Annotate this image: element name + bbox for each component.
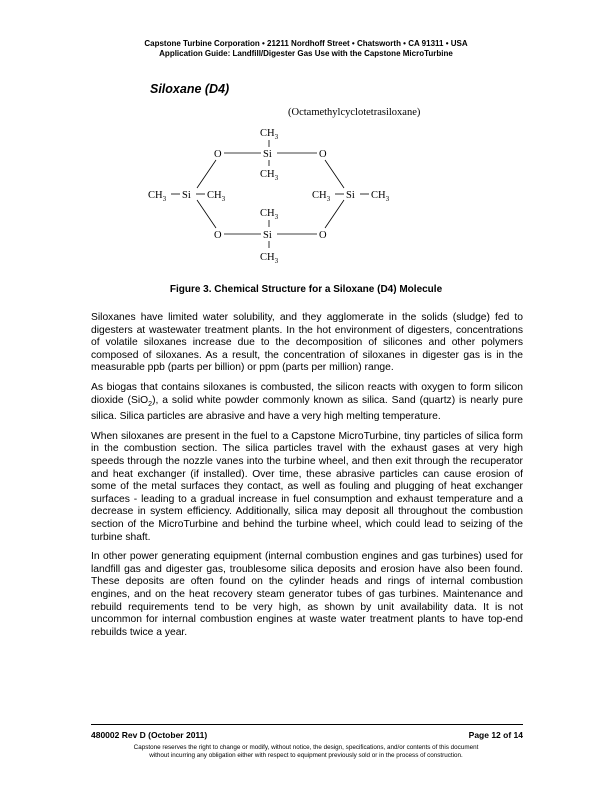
compound-name: (Octamethylcyclotetrasiloxane): [288, 107, 421, 118]
atom-ch3-top: $CH_3$: [260, 128, 279, 141]
atom-ch3-lower-mid: $CH_3$: [260, 208, 279, 221]
footer-disclaimer-line-1: Capstone reserves the right to change or modify, without notice, the design, specifications, and/or contents of this document: [133, 744, 479, 751]
atom-o-bottom-right: O: [319, 230, 327, 241]
bond: [325, 160, 344, 188]
paragraph-4: In other power generating equipment (internal combustion engines and gas turbines) used for landfill gas and digester gas, troublesome silica deposits and erosion have also been found. These deposits are often found on the cylinder heads and rings of internal combustion engines, and on the heat recovery steam generator tubes of gas turbines. Maintenance and rebuild requirements tend to be very high, as shown by unit availability data. It is not uncommon for internal combustion engines at waste water treatment plants to have top-end rebuilds twice a year.: [91, 551, 523, 638]
atom-o-top-left: O: [214, 149, 222, 160]
atom-ch3-bottom: $CH_3$: [260, 252, 279, 265]
body-text: [91, 312, 523, 646]
atom-ch3-left-inner: $CH_3$: [207, 190, 226, 203]
atom-si-right: Si: [346, 190, 355, 201]
paragraph-2: As biogas that contains siloxanes is combusted, the silicon reacts with oxygen to form silicon dioxide (SiO$_2$), a solid white powder commonly known as silica. Sand (quartz) is nearly pure silica. Silica particles are abrasive and have a very high melting temperature.: [91, 381, 523, 423]
footer-page-number: Page 12 of 14: [468, 730, 523, 740]
header-line-2: Application Guide: Landfill/Digester Gas Use with the Capstone MicroTurbine: [159, 49, 453, 58]
atom-si-top: Si: [263, 149, 272, 160]
bond: [197, 160, 216, 188]
atom-si-bottom: Si: [263, 230, 272, 241]
atom-o-top-right: O: [319, 149, 327, 160]
atom-si-left: Si: [182, 190, 191, 201]
header-line-1: Capstone Turbine Corporation • 21211 Nordhoff Street • Chatsworth • CA 91311 • USA: [144, 39, 468, 48]
atom-ch3-right-outer: $CH_3$: [371, 190, 390, 203]
bond: [325, 200, 344, 228]
atom-ch3-left-outer: $CH_3$: [148, 190, 167, 203]
footer-divider: [91, 724, 523, 725]
atom-o-bottom-left: O: [214, 230, 222, 241]
atom-ch3-right-inner: $CH_3$: [312, 190, 331, 203]
paragraph-3: When siloxanes are present in the fuel to a Capstone MicroTurbine, tiny particles of silica form in the combustion section. The silica particles travel with the exhaust gases at very high speeds through the nozzle vanes into the turbine wheel, and then exit through the recuperator and heat exchanger (if installed). Over time, these abrasive particles can cause erosion of some of the metal surfaces they contact, as well as fouling and plugging of heat exchanger surfaces - leading to a gradual increase in fuel consumption and exhaust temperature and a decrease in system efficiency. Additionally, silica may deposit all throughout the combustion section of the MicroTurbine and behind the turbine wheel, which could lead to seizing of the turbine shaft.: [91, 430, 523, 543]
paragraph-1: Siloxanes have limited water solubility, and they agglomerate in the solids (sludge) fed to digesters at wastewater treatment plants. In the hot environment of digesters, concentrations of volatile siloxanes increase due to the decomposition of silicones and other polymers composed of siloxanes. As a result, the concentration of siloxanes in digester gas is in the measurable ppb (parts per billion) or ppm (parts per million) range.: [91, 312, 523, 374]
footer-disclaimer: [0, 744, 612, 760]
figure-caption: Figure 3. Chemical Structure for a Siloxane (D4) Molecule: [169, 284, 443, 295]
bond: [197, 200, 216, 228]
footer-doc-id: 480002 Rev D (October 2011): [91, 730, 208, 740]
siloxane-structure-diagram: [140, 102, 460, 274]
footer-disclaimer-line-2: without incurring any obligation either with respect to equipment previously sold or in the process of construction.: [149, 752, 463, 760]
atom-ch3-upper-mid: $CH_3$: [260, 169, 279, 182]
section-title: Siloxane (D4): [150, 82, 230, 96]
